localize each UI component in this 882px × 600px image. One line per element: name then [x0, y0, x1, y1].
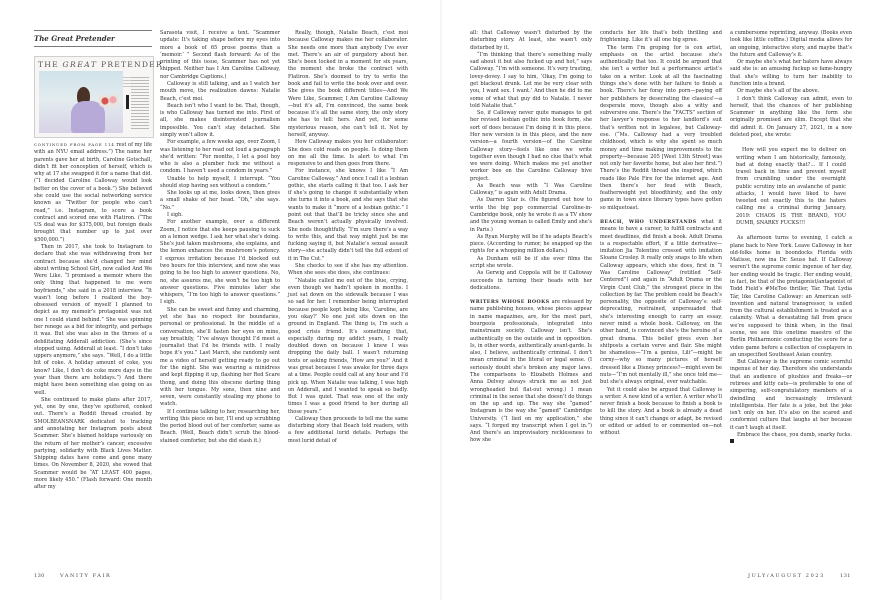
- paragraph: Beach isn’t who I want to be. That, though, is who Calloway has turned me into. First of all, she makes disinterested journalism impossible. You can’t stay detached. She simply won’t allow it.: [160, 102, 280, 138]
- opening-spread-thumbnail: [34, 56, 163, 138]
- thumbnail-title: [38, 60, 163, 69]
- paragraph: For another example, over a different Zoom, I notice that she keeps pausing to suck on a lemon wedge. I ask her what she’s doing. She’s just taken mushrooms, she explains, and the lemon enhances the mushroom’s potency. I express irritation because I’d blocked out two hours for this interview, and now she was going to be too high to answer questions. No, no, she assures me, she won’t be too high to answer questions. Five minutes later she whispers, “I’m too high to answer questions.” I sigh.: [160, 219, 280, 306]
- block-quote: How will you expect me to deliver on writing when I am historically, famously, bad at doing exactly that?… If I could travel back in time and prevent myself from crumbling under the overnight public scrutiny into an avalanche of panic attacks, I would have liked to have tweeted out exactly this to the haters calling me a criminal during January, 2019: CHAOS IS THE BRAND, YOU DUMB, SNARKY FUCKS!!!: [736, 147, 846, 227]
- paragraph: all: that Calloway wasn’t disturbed by the disturbing story. At least, she wasn’t only disturbed by it.: [470, 30, 592, 51]
- paragraph: Or maybe she’s all of the above.: [737, 88, 820, 95]
- paragraph: Or maybe she’s what her haters have always said she is: an amusing fuckup so fame-hungry that she’s willing to turn her inability to function into a brand.: [730, 59, 852, 87]
- flower-arrangement: [99, 95, 119, 107]
- continued-from-label: CONTINUED FROM PAGE 114: [34, 142, 115, 147]
- paragraph: Calloway then proceeds to tell me the same disturbing story that Beach told readers, with a few additional lurid details. Perhaps the most lurid detail of: [288, 415, 408, 444]
- section-break-paragraph: [470, 299, 592, 445]
- paragraph: I don’t think Calloway can admit, even to herself, that the chances of her publishing Scammer in anything like the form she originally promised are slim. Except that she did admit it. On January 27, 2021, in a now deleted post, she wrote:: [730, 95, 852, 138]
- paragraph: I sigh.: [167, 212, 183, 219]
- article-column-2: [160, 30, 280, 445]
- left-page-footer: [34, 573, 111, 579]
- issue-date: JULY/AUGUST 2023: [748, 573, 825, 579]
- paragraph: Unable to help myself, I interrupt. “You should stop having sex without a condom.”: [160, 175, 280, 189]
- paragraph-text: what it means to have a career, to fulfill contracts and meet deadlines, did finish a book. Adult Drama is a respectable effort, if a little derivative—imitation Jia Tolentino crossed with imitation Sloane Crosley. It really only snaps to life when Calloway appears, which she does, first in “I Was Caroline Calloway” (retitled “Self-Centered”) and again in “Adult Drama or the Virgin Cunt Club,” the strongest piece in the collection by far. The problem could be Beach’s personality, the opposite of Calloway’s: self-deprecating, restrained, unpersuaded that she’s interesting enough to carry an essay, never mind a whole book. Calloway, on the other hand, is convinced she’s the heroine of a great drama. This belief gives even her shitposts a certain verve and flair. She might be shameless—“I’m a genius, Lili”—might be corny—why so many pictures of herself dressed like a Disney princess?—might even be nuts—“I’m not mentally ill,” she once told me—but she’s always original, ever watchable.: [600, 219, 723, 386]
- section-label: The Great Pretender: [34, 30, 152, 47]
- paragraph: Really, though, Natalie Beach, c’est moi because Calloway makes me her collaborator. She needs one more than anybody I’ve ever met. There’s an air of purgatory about her. She’s been locked in a moment for six years, the moment she broke the contract with Flatiron. She’s doomed to try to write the book and fail to write the book over and over. She gives the book different titles—And We Were Like, Scammer, I Am Caroline Calloway—but it’s all, I’m convinced, the same book because it’s all the same story, the only story she has to tell: hers. And yet, for some mysterious reason, she can’t tell it. Not by herself, anyway.: [288, 30, 408, 138]
- article-column-4: [470, 30, 592, 445]
- thumbnail-body-lines: [131, 77, 149, 131]
- paragraph: Yet it could also be argued that Calloway is a writer. A new kind of a writer. A writer who’ll never finish a book because to finish a book is to kill the story. And a book is already a dead thing since it can’t change or adapt, be revised or edited or added to or commented on—not without: [600, 386, 722, 437]
- magazine-name: VANITY FAIR: [59, 573, 112, 579]
- paragraph: [34, 141, 152, 244]
- end-mark-icon: [730, 439, 734, 443]
- article-column-3: [288, 30, 408, 445]
- paragraph: For instance, she knows I like “I Am Caroline Calloway.” And once I call it a lesbian gothic, she starts calling it that too. I ask her if she’s going to change it substantially when she turns it into a book, and she says that she wants to make it “more of a lesbian gothic.” I point out that that’ll be tricky since she and Beach weren’t actually physically involved. She nods thoughtfully. “I’m sure there’s a way to write this, and that way might just be me fucking saying it, but Natalie’s sexual assault story—she actually didn’t tell the full extent of it in The Cut.”: [288, 168, 408, 262]
- paragraph: She continued to make plans after 2017, yet, one by one, they’ve sputtered, conked out. There’s a Reddit thread created by SMOLBEANSNARK dedicated to tracking and annotating her Instagram posts about Scammer. She’s blamed holdups variously on the return of her mother’s cancer, excessive partying, solidarity with Black Lives Matter. Shipping dates have come and gone many times. On November 8, 2020, she vowed that Scammer would be “AT LEAST 400 pages, more likely 450.” (Flash forward: One month after my: [34, 396, 152, 491]
- thumbnail-title-italic: GREAT: [62, 60, 98, 69]
- page-number: 130: [34, 573, 45, 579]
- paragraph: For example, a few weeks ago, over Zoom, I was listening to her read out loud a paragraph she’d written: “For months, I let a pool boy who is also a plumber fuck me without a condom. I haven’t used a condom in years.”: [160, 139, 280, 175]
- paragraph: She looks up at me, looks down, then gives a small shake of her head. “Oh,” she says. “No.”: [160, 190, 280, 211]
- paragraph: As Beach was with “I Was Caroline Calloway,” is again with Adult Drama.: [470, 182, 592, 197]
- paragraph-text: are released by name publishing houses, whose pieces appear in name magazines, are, for the most part, bourgeois professionals, integrated into mainstream society. Calloway isn’t. She’s authentically on the outside and in opposition. Is, in other words, authentically avant-garde. Is also, I believe, authentically criminal. I don’t mean criminal in the literal or legal sense. (I seriously doubt she’s broken any major laws. The comparisons to Elizabeth Holmes and Anna Delvey always struck me as not just wrongheaded but flat-out wrong.) I mean criminal in the sense that she doesn’t do things on the up and up. The way she “gamed” Instagram is the way she “gamed” Cambridge University. (“I lied on my application,” she says. “I forged my transcript when I got in.”) And there’s an improvisatory recklessness to how she: [470, 299, 592, 444]
- section-break-paragraph: [600, 219, 722, 386]
- paragraph: “Natalie called me out of the blue, crying, even though we hadn’t spoken in months. I just sat down on the sidewalk because I was so sad for her. I remember being interrupted because people kept being like, ‘Caroline, are you okay?’ No one just sits down on the ground in England. The thing is, I’m such a good crisis friend. It’s something that, especially during my addict years, I really doubled down on because I knew I was dropping the daily ball. I wasn’t returning texts or asking friends, ‘How are you?’ And it was great because I was awake for three days at a time. People could call at any hour and I’d pick up. When Natalie was talking, I was high on Adderall, and I wanted to speak so badly. But I was quiet. That was one of the only times I was a good friend to her during all those years.”: [288, 277, 408, 415]
- paragraph: Then in 2017, she took to Instagram to declare that she was withdrawing from her contract because she’d changed her mind about writing School Girl, now called And We Were Like. “I promised a memoir where the only thing that happened to me were boyfriends,” she said in a 2018 interview. “It wasn’t long before I realized the boy-obsessed version of myself I planned to depict as my memoir’s protagonist was not one I could stand behind.” She was spinning her renege as a bid for integrity, and perhaps it was. But she was also in the throes of a debilitating Adderall addiction. (She’s since stopped using. Adderall at least. “I don’t take uppers anymore,” she says. “Well, I do a little bit of coke. A holiday amount of coke, you know? Like, I don’t do coke more days in the year than there are holidays.”) And there might have been something else going on as well.: [34, 243, 152, 396]
- paragraph: As afternoon turns to evening, I catch a plane back to New York. Leave Calloway in her old-folks home in boondocks Florida with Matisse, now ina Dr. Seuss hat. If Calloway weren’t the supreme comic ingenue of her day, her ending would be tragic. Her ending would, in fact, be that of the protagonist/antagonist of Todd Field’s #MeToo thriller, Tár. That Lydia Tár, like Caroline Calloway: an American self-invention and natural transgressor, is exiled from the cultural establishment is treated as a calamity. What a devastating fall from grace we’re supposed to think when, in the final scene, we see this onetime maestro of the Berlin Philharmonic conducting the score for a video game before a collection of cosplayers in an unspecified Southeast Asian country.: [730, 235, 852, 358]
- paragraph: If I continue talking to her, researching her, writing this piece on her, I’ll end up scrubbing the period blood out of her comforter, same as Beach. (Well, Beach didn’t scrub the blood-stained comforter, but she did stash it.): [160, 408, 280, 444]
- paragraph: a cumbersome reprinting, anyway. (Books even look like little coffins.) Digital media allows for an ongoing, interactive story, and maybe that’s the future and Calloway’s it.: [730, 30, 852, 58]
- paragraph: But Calloway is the supreme comic scornful ingenue of her day. Therefore she understands that an audience of plushies and freaks—or retirees and kitty cats—is preferable to one of simpering, self-congratulatory members of a dwindling and increasingly irrelevant intelligentsia. Her fate is a joke, but the joke isn’t only on her. It’s also on the scared and conformist culture that laughs at her because it can’t laugh at itself.: [730, 359, 852, 431]
- page-number: 131: [840, 573, 851, 579]
- paragraph: Calloway is still talking, and as I watch her mouth move, the realization dawns: Natalie Beach, c’est moi.: [160, 80, 280, 102]
- run-in-head: WRITERS WHOSE BOOKS: [470, 299, 550, 306]
- paragraph: Sarasota visit, I receive a text. “Scammer update: It’s taking shape before my eyes into more a book of 65 prose poems than a ‘memoir.’ ” Second flash forward: As of the printing of this issue, Scammer has not yet shipped. Neither has I Am Caroline Calloway, nor Cambridge Captions.): [160, 30, 280, 80]
- paragraph: “I’m thinking that there’s something really sad about it but also fucked up and hot,” says Calloway. “I’m with someone. It’s very trusting, lovey-dovey. I say to him, ‘Okay, I’m going to get blackout drunk. Let me be very clear with you, I want sex. I want.’ And then he did to me some of what that guy did to Natalie. I never told Natalie that.”: [470, 51, 592, 109]
- thumbnail-photo: [39, 71, 123, 133]
- paragraph: So, if Calloway never quite manages to get her revised lesbian gothic into book form, she sort of does because I’m doing it in this piece. Her new version is in this piece, and the new version—a fourth version—of the Caroline Calloway story—feels like one we write together even though I had no clue that’s what we were doing. Which makes me yet another worker bee on the Caroline Calloway hive project.: [470, 110, 592, 182]
- drop-cap-glyph: [126, 95, 129, 109]
- spine-gutter: [440, 0, 442, 600]
- closing-line: Embrace the chaos, you dumb, snarky fucks.: [737, 431, 852, 438]
- paragraph: The term I’m groping for is con artist, emphasis on the artist because she’s authentically that too. It could be argued that she isn’t a writer but a performance artist’s take on a writer. Look at all the fascinating things she’s done with her failure to finish a book. There’s her foray into porn—paying off her publishers by desecrating the classics!—a desperate move, though also a witty and subversive one. There’s the “FACTS” section of her lawyer’s response to her landlord’s suit that’s written not in legalese, but Calloway-ese. (“Ms. Calloway had a very troubled childhood, which is why she spent so much money and time making improvements to the property—because 205 [West 13th Street] was not only her favorite home, but also her first.”) There’s the Reddit thread she inspired, which reads like Pale Fire for the internet age. And then there’s her feud with Beach, featherweight yet bloodthirsty, and the only game in town since literary types have gotten so milquetoast.: [600, 44, 722, 211]
- paragraph: As Darren Star is. (He figured out how to write the big pop commercial Caroline-in-Cambridge book, only he wrote it as a TV show and the young woman is called Emily and she’s in Paris.): [470, 197, 592, 233]
- thumbnail-title-prefix: THE: [38, 60, 63, 69]
- paragraph: She checks to see if she has my attention. When she sees she does, she continues:: [288, 263, 408, 277]
- paragraph: As Ryan Murphy will be if he adapts Beach’s piece. (According to rumor, he snapped up the rights for a whopping million dollars.): [470, 233, 592, 255]
- article-column-5: [600, 30, 722, 437]
- thumbnail-title-suffix: PRETENDER: [97, 60, 163, 69]
- paragraph: conducts her life that’s both thrilling and frightening. Like it’s all one big spree.: [600, 30, 722, 44]
- article-column-6: [730, 30, 852, 446]
- paragraph: She can be sweet and funny and charming, yet she has no respect for boundaries, personal or professional. In the middle of a conversation, she’ll fasten her eyes on mine, say breathily, “I’ve always thought I’d meet a journalist that I’d be friends with. I really hope it’s you.” Last March, she randomly sent me a video of herself getting ready to go out for the night. She was wearing a minidress and kept flipping it up, flashing her Red Scare thong, and doing this obscene darting thing with her tongue. My sons, then nine and seven, were constantly stealing my phone to watch.: [160, 306, 280, 408]
- paragraph-text: rest of my life with an NYU email address.”) The name her parents gave her at birth, Caroline Gotschall, didn’t fit her conception of herself, which is why at 17 she swapped it for a name that did. (“I decided Caroline Calloway would look better on the cover of a book.”) She believed she could use the social networking service known as “Twitter for people who can’t read,” i.e. Instagram, to score a book contract and scored one with Flatiron. (“The US deal was for $375,000, but foreign deals brought that number up to just over $500,000.”): [34, 142, 152, 243]
- paragraph: How Calloway makes you her collaborator: She does cold reads on people. Is doing them on me all the time. Is alert to what I’m responsive to and then goes from there.: [288, 139, 408, 168]
- right-page-footer: [748, 573, 851, 579]
- article-column-1: [34, 141, 152, 492]
- paragraph: As Dunham will be if she ever films the script she wrote.: [470, 255, 592, 269]
- paragraph: [730, 432, 852, 447]
- run-in-head: BEACH, WHO UNDERSTANDS: [600, 219, 697, 226]
- paragraph: As Gerwig and Coppola will be if Calloway succeeds in turning their heads with her dedications.: [470, 270, 592, 291]
